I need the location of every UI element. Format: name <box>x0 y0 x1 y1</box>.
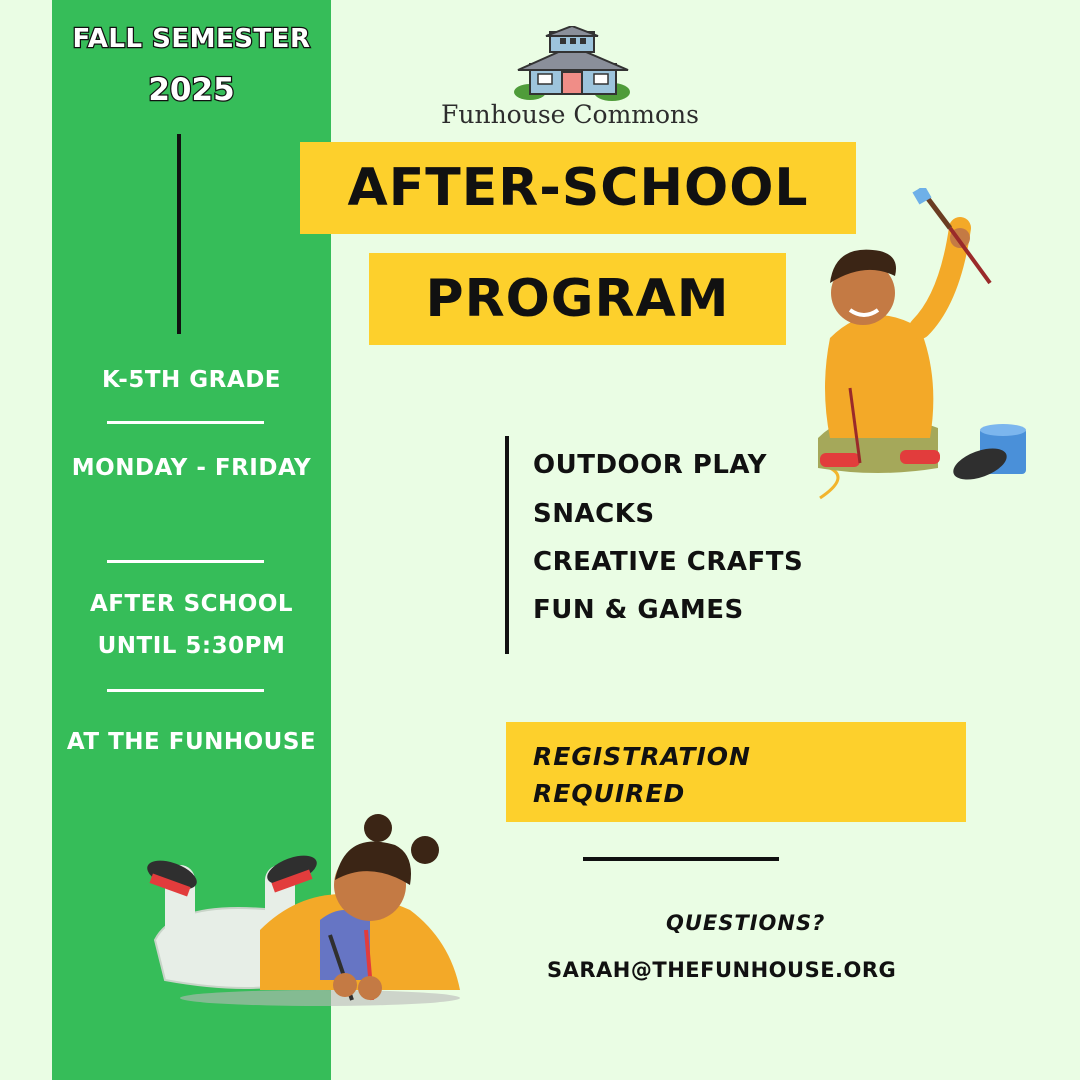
time-info: AFTER SCHOOL UNTIL 5:30PM <box>89 591 294 659</box>
semester-year: 2025 <box>148 72 235 108</box>
girl-writing-illustration <box>140 810 465 1010</box>
program-title-line2: PROGRAM <box>369 253 786 345</box>
sidebar-separator <box>107 560 264 563</box>
grade-info: K-5TH GRADE <box>101 367 281 393</box>
registration-banner <box>506 722 966 822</box>
location-info: AT THE FUNHOUSE <box>66 729 317 755</box>
house-icon <box>508 26 636 102</box>
feature-item: SNACKS <box>533 499 655 529</box>
sidebar-divider-vertical <box>177 134 181 334</box>
feature-item: FUN & GAMES <box>533 595 744 625</box>
logo-text: Funhouse Commons <box>441 100 699 129</box>
contact-email[interactable]: SARAH@THEFUNHOUSE.ORG <box>547 958 897 982</box>
features-divider <box>505 436 509 654</box>
program-title-line1: AFTER-SCHOOL <box>300 142 856 234</box>
days-info: MONDAY - FRIDAY <box>71 455 312 481</box>
sidebar-separator <box>107 421 264 424</box>
boy-painting-illustration <box>800 188 1040 523</box>
semester-title: FALL SEMESTER <box>72 24 311 54</box>
registration-text: REGISTRATION REQUIRED <box>533 742 751 808</box>
feature-item: CREATIVE CRAFTS <box>533 547 804 577</box>
feature-item: OUTDOOR PLAY <box>533 450 767 480</box>
questions-label: QUESTIONS? <box>666 911 826 935</box>
sidebar-separator <box>107 689 264 692</box>
contact-divider <box>583 857 779 861</box>
